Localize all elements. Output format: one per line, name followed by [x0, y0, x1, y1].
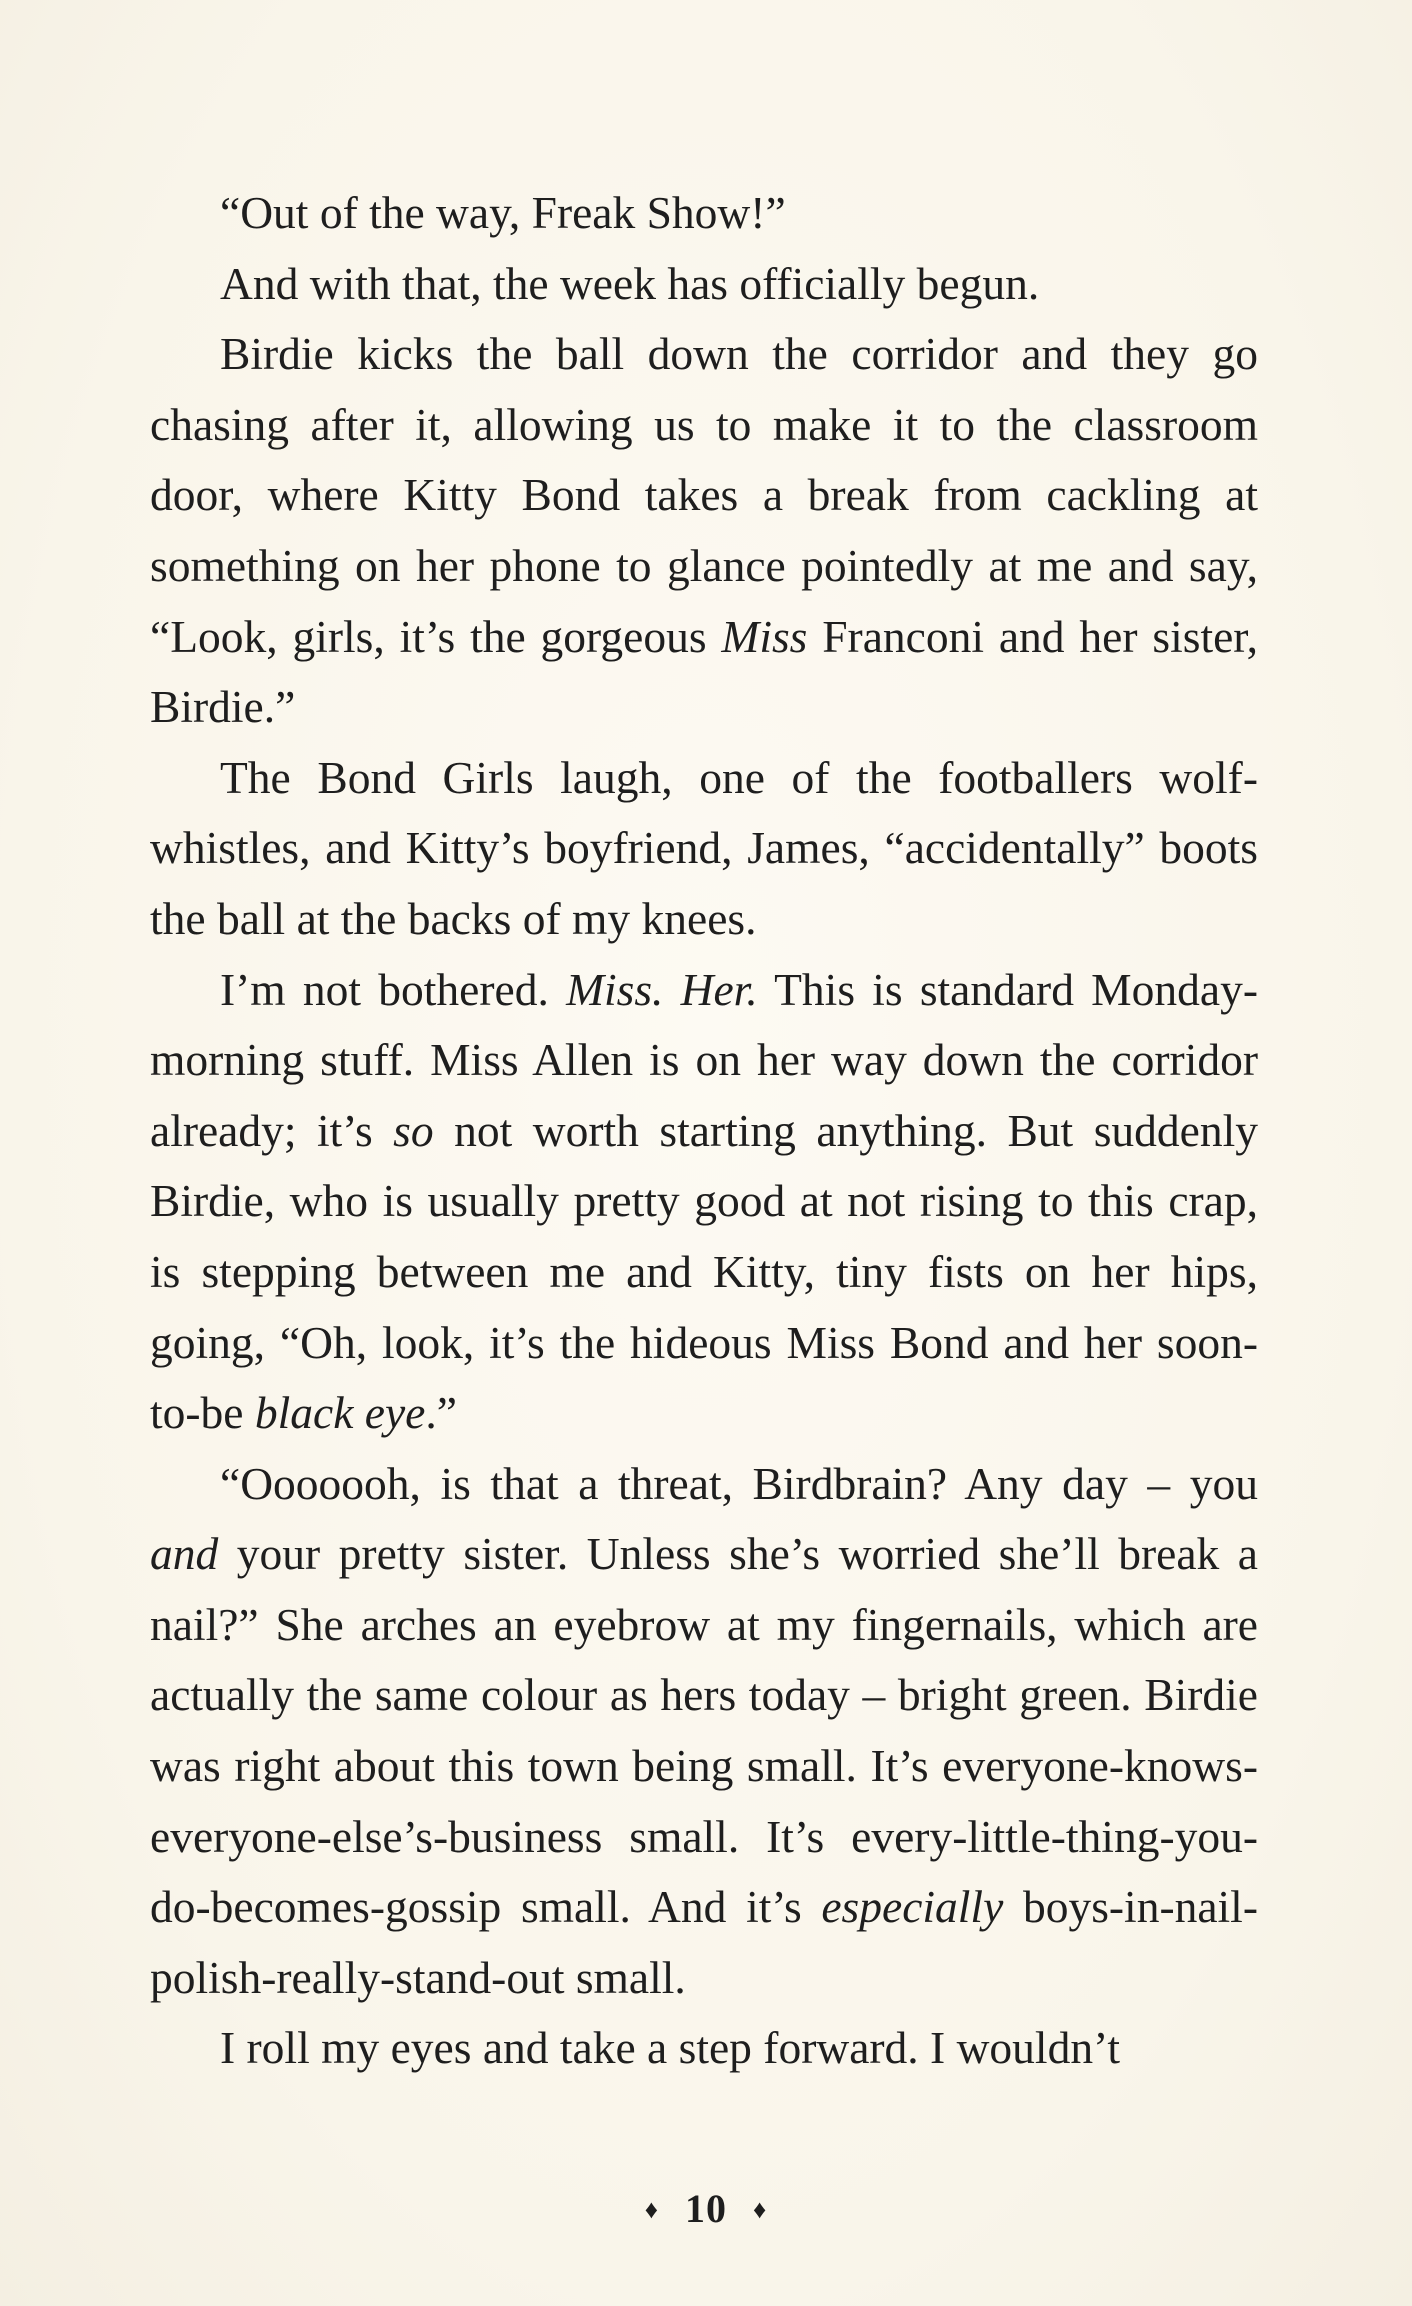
paragraph [150, 955, 1258, 1449]
paragraph-text: The Bond Girls laugh, one of the footballers wolf-whistles, and Kitty’s boyfriend, James, “accidentally” boots the ball at the backs of my knees. [150, 751, 1258, 944]
italic-text: especially [821, 1881, 1004, 1933]
paragraph [150, 249, 1258, 320]
paragraph-text: Birdie kicks the ball down the corridor and they go chasing after it, allowing us to make it to the classroom door, where Kitty Bond takes a break from cackling at something on her phone to glance pointedly at me and say, “Look, girls, it’s the gorgeous [150, 328, 1258, 662]
page-footer [0, 2185, 1412, 2232]
page-number: 10 [685, 2186, 727, 2231]
paragraph [150, 319, 1258, 743]
italic-text: Miss. Her. [566, 963, 758, 1015]
paragraph-text: your pretty sister. Unless she’s worried she’ll break a nail?” She arches an eyebrow at my fingernails, which are actually the same colour as hers today – bright green. Birdie was right about this town being small. It’s everyone-knows-everyone-else’s-business small. It’s every-little-thing-you-do-becomes-gossip small. And it’s [150, 1528, 1258, 1933]
paragraph-text: .” [425, 1387, 457, 1439]
paragraph-text: “Out of the way, Freak Show!” [220, 187, 786, 238]
paragraph-text: boys-in-nail-polish-really-stand-out small. [150, 1881, 1258, 2003]
paragraph-text: I roll my eyes and take a step forward. I wouldn’t [220, 2022, 1121, 2074]
paragraph [150, 178, 1258, 249]
italic-text: so [393, 1104, 434, 1156]
italic-text: Miss [721, 610, 808, 662]
paragraph-text: This is standard Monday-morning stuff. Miss Allen is on her way down the corridor already; it’s [150, 963, 1258, 1156]
paragraph-text: “Ooooooh, is that a threat, Birdbrain? Any day – you [220, 1457, 1258, 1509]
paragraph [150, 1449, 1258, 2014]
paragraph [150, 2013, 1258, 2084]
diamond-icon: ♦ [753, 2195, 768, 2224]
italic-text: black eye [254, 1387, 426, 1439]
body-text [150, 178, 1258, 2084]
paragraph-text: And with that, the week has officially begun. [220, 257, 1040, 309]
paragraph [150, 743, 1258, 955]
paragraph-text: I’m not bothered. [220, 963, 567, 1015]
diamond-icon: ♦ [644, 2195, 659, 2224]
italic-text: and [150, 1528, 219, 1580]
paragraph-text: Franconi and her sister, Birdie.” [150, 610, 1258, 733]
paragraph-text: not worth starting anything. But suddenly Birdie, who is usually pretty good at not rising to this crap, is stepping between me and Kitty, tiny fists on her hips, going, “Oh, look, it’s the hideous Miss Bond and her soon-to-be [150, 1104, 1258, 1439]
